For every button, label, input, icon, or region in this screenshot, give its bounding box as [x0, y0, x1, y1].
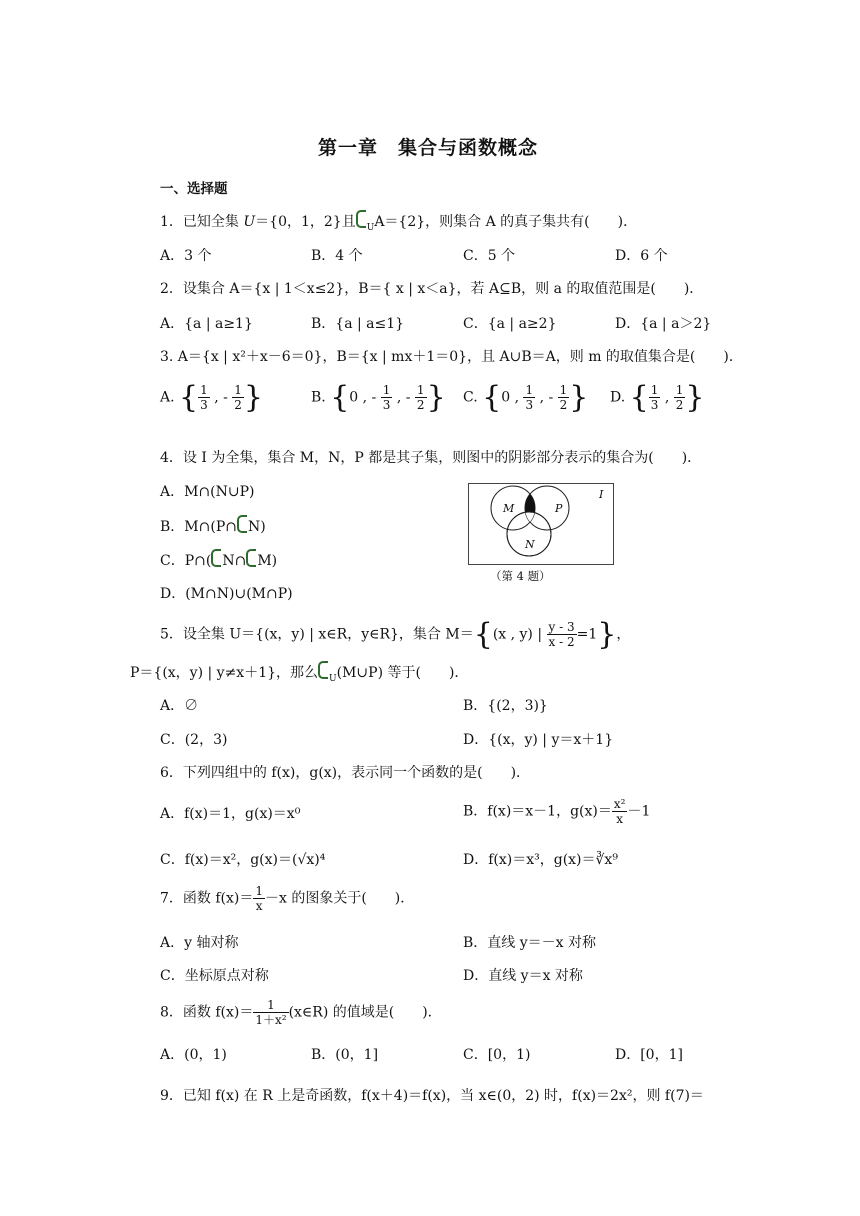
option-a[interactable]: A．M∩(N∪P) [160, 484, 255, 500]
question-2-stem: 2．设集合 A＝{x | 1＜x≤2}，B＝{ x | x＜a}，若 A⊆B，则 a 的取值范围是( )． [160, 281, 704, 297]
question-5-stem: 5．设全集 U＝{(x，y) | x∈R，y∈R}，集合 M＝{(x , y) | $\frac{y - 3}{x - 2}$ =1}， [160, 617, 631, 652]
question-7-stem: 7．函数 f(x)＝ $\frac{1}{x}$ －x 的图象关于( )． [160, 884, 415, 913]
option-d[interactable]: D．直线 y＝x 对称 [463, 968, 583, 984]
option-d[interactable]: D．f(x)＝x³，g(x)＝∛x⁹ [463, 852, 618, 868]
venn-label-p: P [555, 502, 563, 515]
option-b[interactable]: B．{(2，3)} [463, 698, 548, 714]
complement-icon [237, 515, 247, 533]
option-a[interactable]: A．f(x)＝1，g(x)＝x⁰ [160, 806, 301, 822]
section-heading: 一、选择题 [160, 181, 228, 197]
option-b[interactable]: B．f(x)＝x－1，g(x)＝ $\frac{\text{x²}}{x}$ －1 [463, 797, 651, 826]
option-a[interactable]: A．3 个 [160, 248, 212, 264]
option-b[interactable]: B．M∩(P∩ N) [160, 515, 266, 536]
option-b[interactable]: B．4 个 [311, 248, 363, 264]
option-c[interactable]: C．坐标原点对称 [160, 968, 269, 984]
option-b[interactable]: B．(0，1] [311, 1047, 379, 1063]
option-b[interactable]: B. {0 , - $\frac{1}{3}$ , - $\frac{1}{2}$ } [311, 380, 446, 415]
complement-icon [246, 549, 256, 567]
question-9-stem: 9．已知 f(x) 在 R 上是奇函数，f(x＋4)＝f(x)，当 x∈(0，2) 时，f(x)＝2x²，则 f(7)＝ [160, 1088, 704, 1104]
venn-label-i: I [599, 488, 604, 501]
option-c[interactable]: C．{a | a≥2} [463, 316, 557, 332]
option-b[interactable]: B．直线 y＝－x 对称 [463, 935, 596, 951]
complement-icon [318, 661, 328, 679]
venn-label-n: N [525, 538, 535, 551]
option-b[interactable]: B．{a | a≤1} [311, 316, 405, 332]
option-c[interactable]: C．(2，3) [160, 732, 228, 748]
complement-icon [211, 549, 221, 567]
option-d[interactable]: D．{a | a＞2} [615, 316, 712, 332]
option-a[interactable]: A. { $\frac{1}{3}$ , - $\frac{1}{2}$ } [160, 380, 264, 415]
question-1-stem: 1．已知全集 U＝{0，1，2}且 $_U$A＝{2}，则集合 A 的真子集共有( )． [160, 210, 637, 233]
question-4-stem: 4．设 I 为全集，集合 M，N，P 都是其子集，则图中的阴影部分表示的集合为( )． [160, 450, 702, 466]
option-a[interactable]: A．y 轴对称 [160, 935, 239, 951]
figure-caption: （第 4 题） [490, 569, 551, 583]
option-c[interactable]: C．P∩( N∩ M) [160, 549, 277, 570]
option-d[interactable]: D．(M∩N)∪(M∩P) [160, 586, 293, 602]
option-c[interactable]: C．5 个 [463, 248, 516, 264]
option-d[interactable]: D．{(x，y) | y＝x＋1} [463, 732, 614, 748]
option-c[interactable]: C．f(x)＝x²，g(x)＝(√x)⁴ [160, 852, 326, 868]
option-c[interactable]: C．[0，1) [463, 1047, 531, 1063]
option-a[interactable]: A．(0，1) [160, 1047, 227, 1063]
question-8-stem: 8．函数 f(x)＝ $\frac{1}{\text{1＋x²}}$ (x∈R) 的值域是( )． [160, 998, 442, 1027]
complement-icon [356, 210, 366, 228]
option-d[interactable]: D．6 个 [615, 248, 668, 264]
question-5-line2: P＝{(x，y) | y≠x＋1}，那么 $_U$(M∪P) 等于( )． [130, 661, 468, 684]
option-c[interactable]: C. {0 , $\frac{1}{3}$ , - $\frac{1}{2}$ } [463, 380, 589, 415]
option-d[interactable]: D．[0，1] [615, 1047, 683, 1063]
question-6-stem: 6．下列四组中的 f(x)，g(x)，表示同一个函数的是( )． [160, 765, 531, 781]
option-a[interactable]: A．∅ [160, 698, 199, 714]
page-title: 第一章 集合与函数概念 [318, 137, 539, 159]
option-a[interactable]: A．{a | a≥1} [160, 316, 253, 332]
venn-diagram [468, 483, 614, 565]
venn-label-m: M [503, 502, 515, 515]
question-3-stem: 3. A＝{x | x²＋x－6＝0}，B＝{x | mx＋1＝0}，且 A∪B＝A，则 m 的取值集合是( )． [160, 349, 743, 365]
option-d[interactable]: D. { $\frac{1}{3}$ , $\frac{1}{2}$ } [610, 380, 705, 415]
